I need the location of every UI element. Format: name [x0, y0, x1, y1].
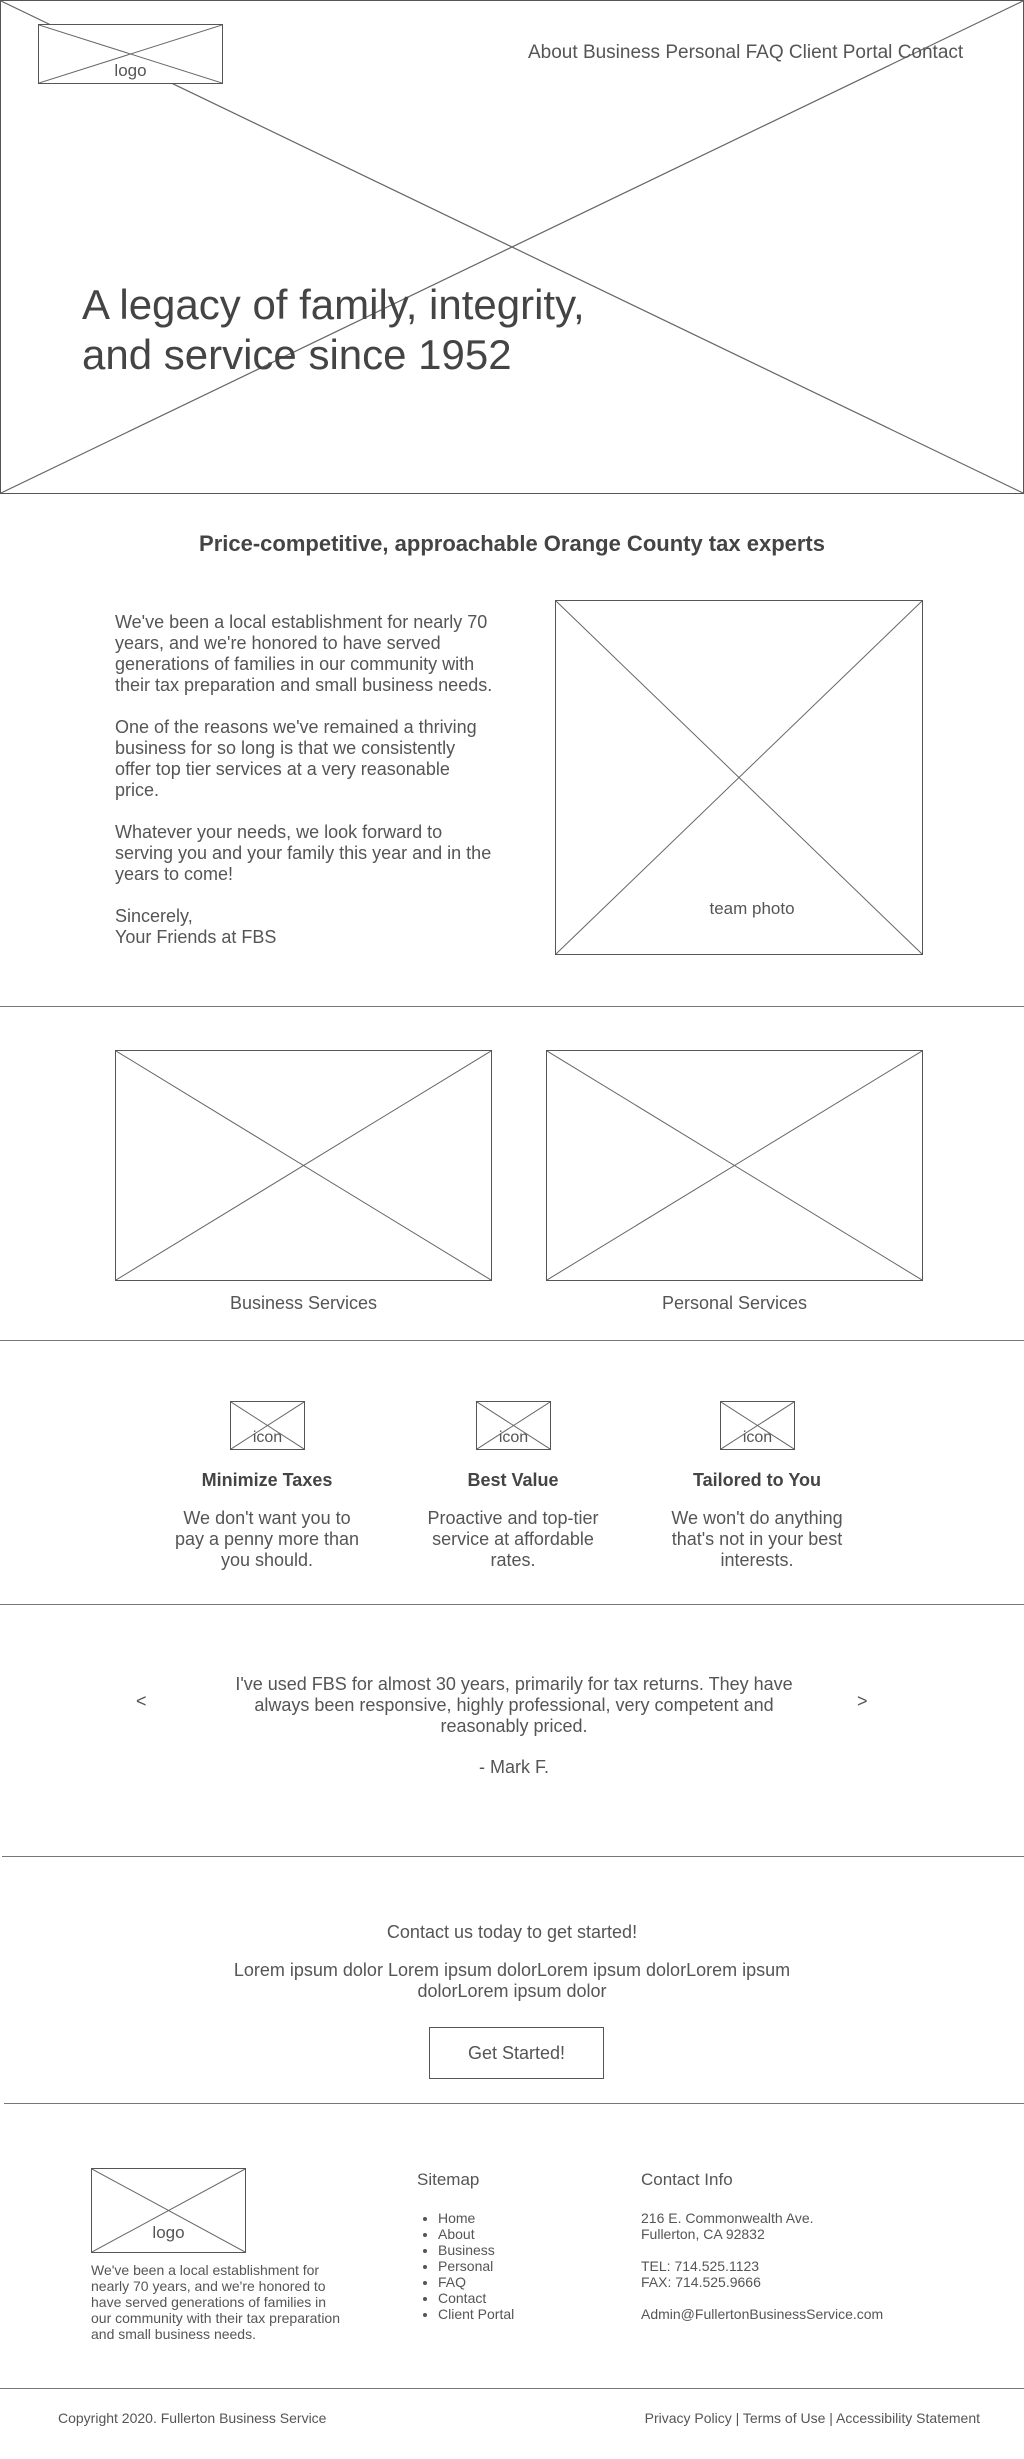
business-services-link[interactable]: Business Services	[229, 1293, 378, 1313]
sitemap-home[interactable]: • Home	[438, 2210, 514, 2226]
terms-of-use-link[interactable]: Terms of Use	[742, 2410, 826, 2426]
nav-personal[interactable]: Personal	[665, 42, 741, 63]
section-divider	[0, 2388, 1024, 2389]
sitemap-title: Sitemap	[417, 2170, 480, 2189]
intro-paragraph: One of the reasons we've remained a thriving business for so long is that we consistently offer top tier services at a very reasonable price.	[115, 717, 477, 800]
intro-paragraph: Whatever your needs, we look forward to serving you and your family this year and in the years to come!	[115, 822, 492, 884]
team-photo-placeholder	[555, 600, 923, 955]
nav-about[interactable]: About	[528, 42, 578, 63]
logo-label: logo	[152, 2223, 185, 2242]
section-divider	[4, 2103, 1024, 2104]
feature-icon	[230, 1401, 305, 1450]
get-started-label: Get Started!	[467, 2042, 566, 2063]
intro-text	[115, 612, 495, 948]
testimonial-quote: I've used FBS for almost 30 years, primarily for tax returns. They have always been responsive, highly professional, very competent and reasonably priced.	[235, 1674, 793, 1736]
hero-headline	[82, 280, 585, 380]
sitemap-about[interactable]: • About	[438, 2226, 514, 2242]
placeholder-cross	[116, 1051, 491, 1280]
nav-client-portal[interactable]: Client Portal	[788, 42, 893, 63]
cta-body: Lorem ipsum dolor Lorem ipsum dolorLorem ipsum dolorLorem ipsum dolorLorem ipsum dolor	[233, 1960, 791, 2001]
personal-services-image[interactable]	[546, 1050, 923, 1281]
intro-signoff	[115, 906, 495, 948]
icon-label: icon	[252, 1429, 283, 1446]
business-services-image[interactable]	[115, 1050, 492, 1281]
sitemap-faq[interactable]: • FAQ	[438, 2274, 514, 2290]
sitemap-business[interactable]: • Business	[438, 2242, 514, 2258]
cta-heading: Contact us today to get started!	[386, 1922, 638, 1942]
feature-text: Proactive and top-tier service at affordable rates.	[427, 1508, 599, 1570]
address-line-1: 216 E. Commonwealth Ave.	[641, 2210, 814, 2226]
link-separator: |	[829, 2410, 833, 2426]
link-separator: |	[735, 2410, 740, 2426]
nav-contact[interactable]: Contact	[897, 42, 964, 63]
accessibility-statement-link[interactable]: Accessibility Statement	[836, 2410, 980, 2426]
section-divider	[2, 1856, 1024, 1857]
sitemap-client-portal[interactable]: • Client Portal	[438, 2306, 514, 2322]
feature-icon	[476, 1401, 551, 1450]
privacy-policy-link[interactable]: Privacy Policy	[644, 2410, 732, 2426]
feature-icon	[720, 1401, 795, 1450]
copyright: Copyright 2020. Fullerton Business Service	[58, 2410, 327, 2426]
section-divider	[0, 1604, 1024, 1605]
section-divider	[0, 1006, 1024, 1007]
telephone[interactable]: TEL: 714.525.1123	[641, 2258, 760, 2274]
footer-about-text: We've been a local establishment for nearly 70 years, and we're honored to have served generations of families in our community with their tax preparation and small business needs.	[91, 2262, 340, 2342]
testimonial-next-button[interactable]: >	[857, 1691, 868, 1711]
feature-title: Minimize Taxes	[201, 1470, 333, 1490]
feature-title: Best Value	[467, 1470, 559, 1490]
nav-business[interactable]: Business	[582, 42, 661, 63]
footer-logo[interactable]	[91, 2168, 246, 2253]
feature-text: We won't do anything that's not in your best interests.	[671, 1508, 843, 1570]
intro-heading: Price-competitive, approachable Orange County tax experts	[199, 531, 825, 556]
main-nav	[528, 42, 963, 64]
sitemap-list	[418, 2210, 514, 2322]
get-started-button[interactable]	[429, 2027, 604, 2079]
hero-headline-line-1: A legacy of family, integrity,	[82, 281, 585, 328]
signoff-line: Sincerely,	[115, 906, 193, 926]
feature-text: We don't want you to pay a penny more than you should.	[174, 1508, 360, 1570]
contact-info-title: Contact Info	[641, 2170, 733, 2189]
icon-label: icon	[498, 1429, 529, 1446]
placeholder-cross	[547, 1051, 922, 1280]
contact-info	[641, 2210, 883, 2322]
intro-paragraph: We've been a local establishment for nearly 70 years, and we're honored to have served generations of families in our community with their tax preparation and small business needs.	[115, 612, 493, 695]
fax: FAX: 714.525.9666	[641, 2274, 761, 2290]
testimonial-prev-button[interactable]: <	[136, 1691, 147, 1711]
nav-faq[interactable]: FAQ	[745, 42, 784, 63]
sitemap-contact[interactable]: • Contact	[438, 2290, 514, 2306]
personal-services-link[interactable]: Personal Services	[661, 1293, 808, 1313]
logo-label: logo	[114, 61, 147, 80]
feature-title: Tailored to You	[692, 1470, 821, 1490]
legal-links	[645, 2410, 980, 2426]
testimonial-author: - Mark F.	[479, 1757, 549, 1777]
section-divider	[0, 1340, 1024, 1341]
signature-line: Your Friends at FBS	[115, 927, 277, 947]
email-link[interactable]: Admin@FullertonBusinessService.com	[641, 2306, 884, 2322]
address-line-2: Fullerton, CA 92832	[641, 2226, 765, 2242]
team-photo-label: team photo	[709, 899, 795, 918]
icon-label: icon	[742, 1429, 773, 1446]
sitemap-personal[interactable]: • Personal	[438, 2258, 514, 2274]
hero-headline-line-2: and service since 1952	[82, 331, 512, 378]
header-logo[interactable]	[38, 24, 223, 84]
